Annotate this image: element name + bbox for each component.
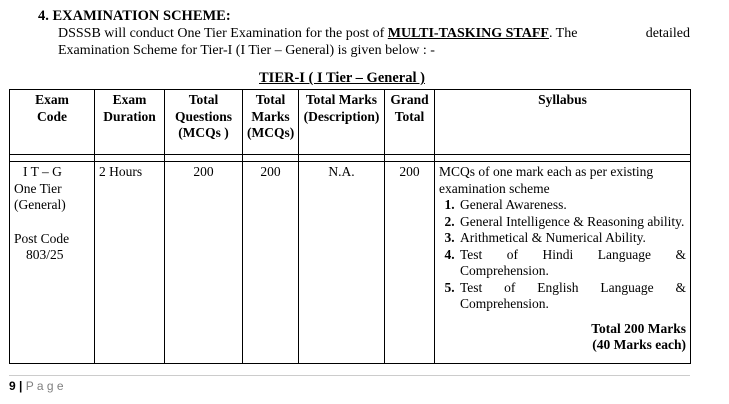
cell-exam-code: I T – G One Tier (General) Post Code 803/25 [10,162,95,364]
table-header-row [10,90,691,155]
header-total-questions: Total Questions (MCQs ) [165,90,243,155]
cell-total-marks-mcq: 200 [243,162,299,364]
intro-line-1 [58,26,690,42]
footer-separator: | [19,379,23,393]
list-item: 5. Test of English Language & Comprehension. [458,280,686,313]
footer-divider [9,375,690,376]
intro-text-end: detailed [645,26,690,41]
post-code-value: 803/25 [26,247,64,262]
list-item: 2. General Intelligence & Reasoning ability. [458,214,686,231]
cell-total-questions: 200 [165,162,243,364]
header-syllabus: Syllabus [435,90,691,155]
page-footer [9,379,64,393]
header-total-marks-description: Total Marks (Description) [299,90,385,155]
list-item: 3. Arithmetical & Numerical Ability. [458,230,686,247]
header-exam-duration: Exam Duration [95,90,165,155]
exam-scheme-table [9,89,691,364]
section-heading: 4. EXAMINATION SCHEME: [38,8,231,24]
post-code-label: Post Code [14,230,70,246]
cell-total-marks-description: N.A. [299,162,385,364]
cell-duration: 2 Hours [95,162,165,364]
total-marks-note: Total 200 Marks (40 Marks each) [591,320,686,352]
post-name: MULTI-TASKING STAFF [387,26,549,41]
header-total-marks-mcq: Total Marks (MCQs) [243,90,299,155]
table-spacer-row [10,155,691,162]
page-label: P a g e [25,379,64,393]
tier-title: TIER-I ( I Tier – General ) [259,70,425,86]
intro-text: DSSSB will conduct One Tier Examination for the post of MULTI-TASKING STAFF. The [58,26,578,41]
table-row [10,162,691,364]
cell-grand-total: 200 [385,162,435,364]
list-item: 4. Test of Hindi Language & Comprehension. [458,247,686,280]
syllabus-intro: MCQs of one mark each as per existing examination scheme [439,164,654,196]
header-exam-code: Exam Code [10,90,95,155]
header-grand-total: Grand Total [385,90,435,155]
cell-syllabus [435,162,691,364]
list-item: 1. General Awareness. [458,197,686,214]
intro-line-2: Examination Scheme for Tier-I (I Tier – General) is given below : - [58,43,435,58]
page-number: 9 [9,379,16,393]
syllabus-list [439,197,686,313]
